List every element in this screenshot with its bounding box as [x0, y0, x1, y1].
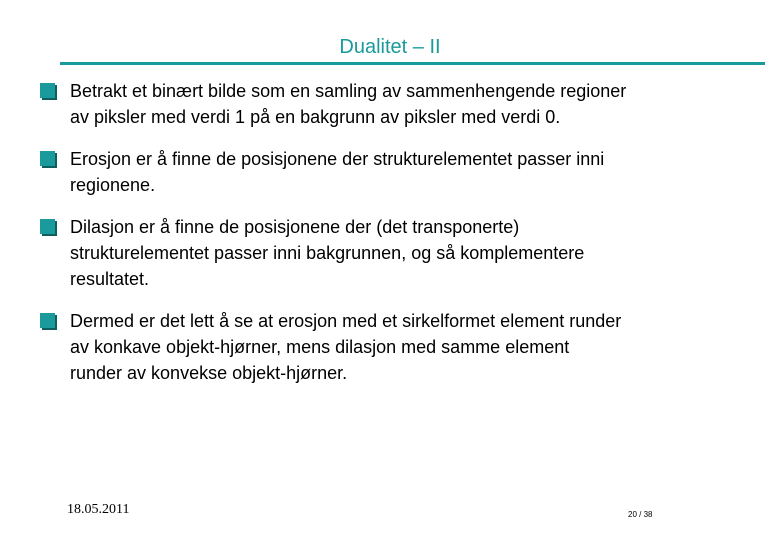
bullet-item — [40, 214, 760, 292]
page-number: 20 / 38 — [628, 510, 653, 519]
bullet-item — [40, 146, 760, 198]
bullet-list — [40, 78, 760, 402]
slide-title: Dualitet – II — [339, 36, 441, 58]
title-underline — [60, 62, 765, 65]
footer-date: 18.05.2011 — [67, 502, 130, 517]
bullet-text: Erosjon er å finne de posisjonene der strukturelementet passer inni regionene. — [70, 149, 605, 195]
bullet-item — [40, 78, 760, 130]
square-bullet-icon — [40, 83, 55, 98]
square-bullet-icon — [40, 313, 55, 328]
bullet-text: Betrakt et binært bilde som en samling av sammenhengende regioner av piksler med verdi 1 på en bakgrunn av piksler med verdi 0. — [70, 81, 627, 127]
square-bullet-icon — [40, 151, 55, 166]
bullet-item — [40, 308, 760, 386]
bullet-text: Dermed er det lett å se at erosjon med et sirkelformet element runder av konkave objekt-hjørner, mens dilasjon med samme element runder av konvekse objekt-hjørner. — [70, 311, 622, 383]
square-bullet-icon — [40, 219, 55, 234]
bullet-text: Dilasjon er å finne de posisjonene der (det transponerte) strukturelementet passer inni bakgrunnen, og så komplementere resultatet. — [70, 217, 585, 289]
